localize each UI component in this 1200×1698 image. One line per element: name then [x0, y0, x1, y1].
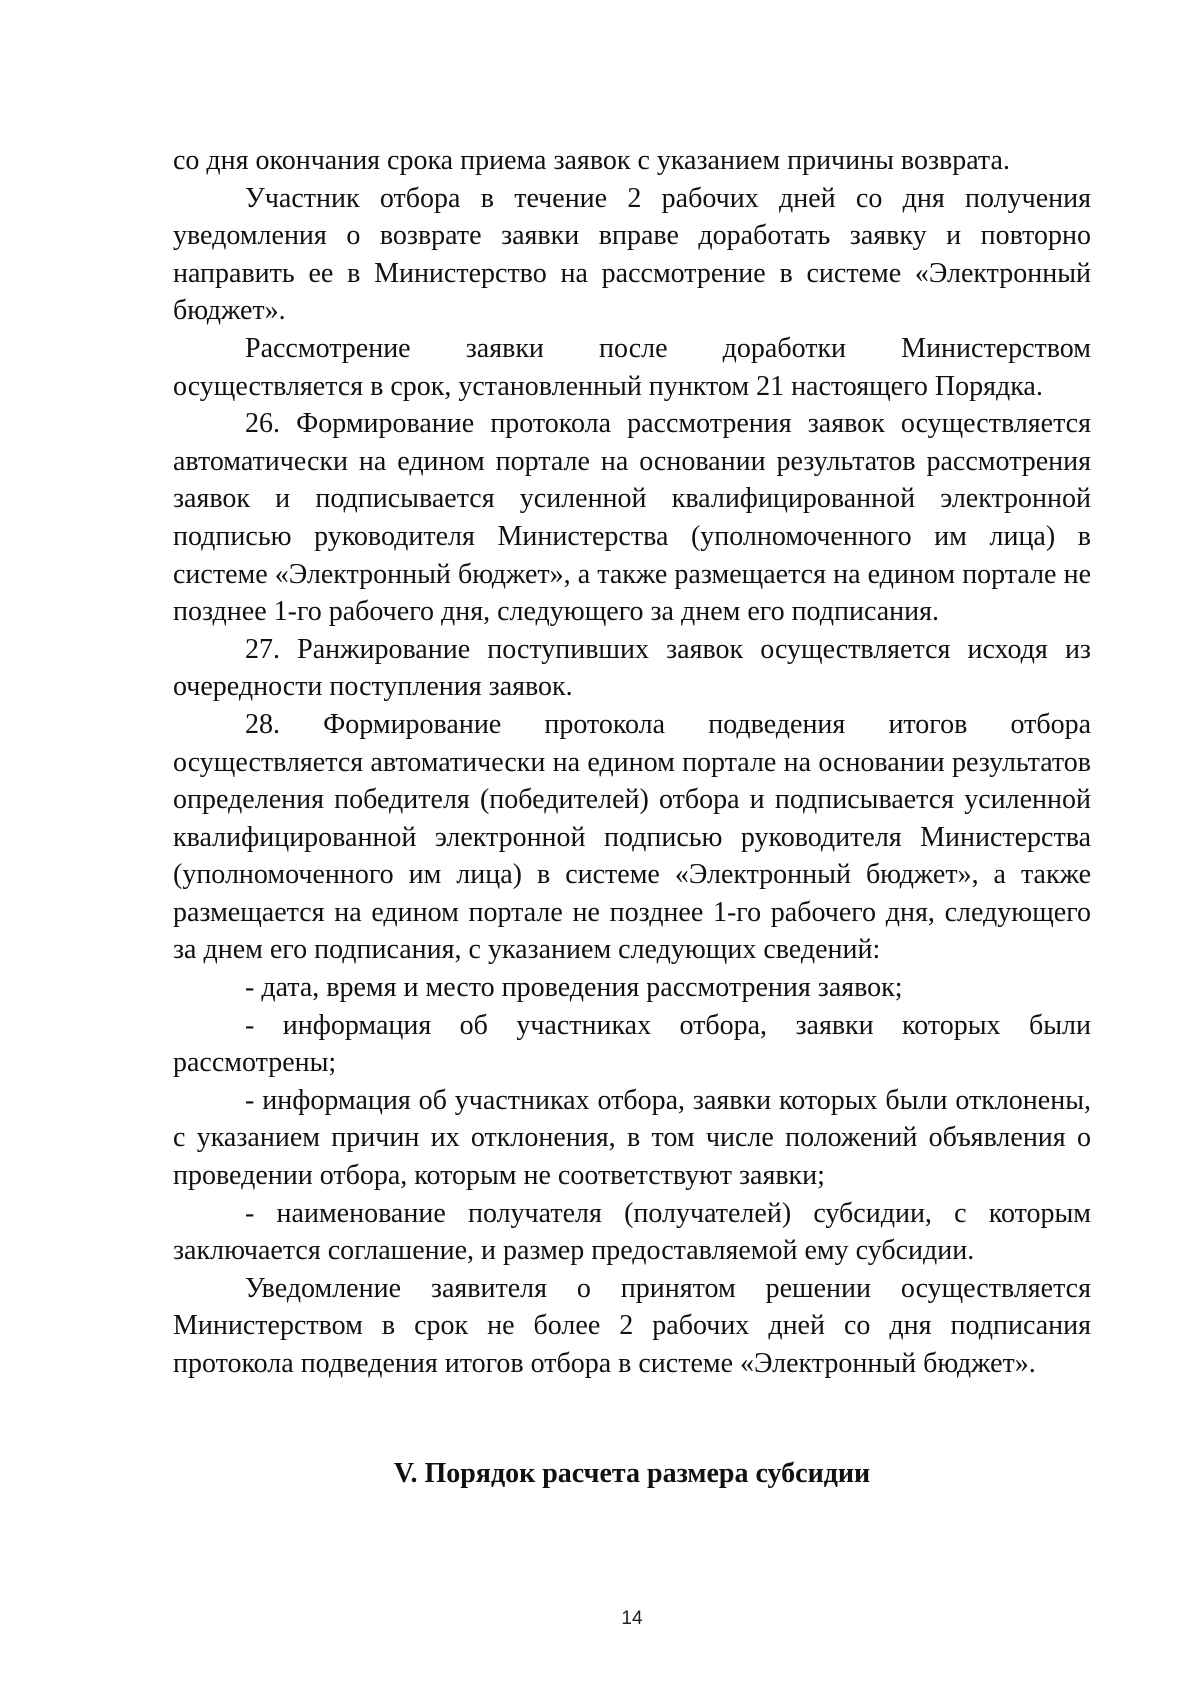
paragraph-review-after-revision: Рассмотрение заявки после доработки Министерством осуществляется в срок, установленный пунктом 21 настоящего Порядка. — [173, 332, 1091, 402]
paragraph-item-27: 27. Ранжирование поступивших заявок осуществляется исходя из очередности поступления заявок. — [173, 633, 1091, 703]
list-item-recipient-name: - наименование получателя (получателей) субсидии, с которым заключается соглашение, и размер предоставляемой ему субсидии. — [173, 1197, 1091, 1267]
paragraph-participant-revision: Участник отбора в течение 2 рабочих дней со дня получения уведомления о возврате заявки вправе доработать заявку и повторно направить ее в Министерство на рассмотрение в системе «Электронный бюджет». — [173, 182, 1091, 327]
paragraph-item-28: 28. Формирование протокола подведения итогов отбора осуществляется автоматически на едином портале на основании результатов определения победителя (победителей) отбора и подписывается усиленной квалифицированной электронной подписью руководителя Министерства (уполномоченного им лица) в системе «Электронный бюджет», а также размещается на едином портале не позднее 1-го рабочего дня, следующего за днем его подписания, с указанием следующих сведений: — [173, 708, 1091, 966]
list-item-reviewed-participants: - информация об участниках отбора, заявки которых были рассмотрены; — [173, 1009, 1091, 1079]
paragraph-continuation: со дня окончания срока приема заявок с указанием причины возврата. — [173, 145, 1010, 176]
list-item-rejected-participants: - информация об участниках отбора, заявки которых были отклонены, с указанием причин их отклонения, в том числе положений объявления о проведении отбора, которым не соответствуют заявки; — [173, 1084, 1091, 1192]
page-number: 14 — [621, 1608, 643, 1629]
paragraph-item-26: 26. Формирование протокола рассмотрения заявок осуществляется автоматически на едином портале на основании результатов рассмотрения заявок и подписывается усиленной квалифицированной электронной подписью руководителя Министерства (уполномоченного им лица) в системе «Электронный бюджет», а также размещается на едином портале не позднее 1-го рабочего дня, следующего за днем его подписания. — [173, 408, 1091, 628]
section-heading: V. Порядок расчета размера субсидии — [393, 1458, 871, 1489]
body-text — [173, 142, 1091, 1383]
paragraph-notification: Уведомление заявителя о принятом решении осуществляется Министерством в срок не более 2 рабочих дней со дня подписания протокола подведения итогов отбора в системе «Электронный бюджет». — [173, 1272, 1091, 1379]
list-item-date-time-place: - дата, время и место проведения рассмотрения заявок; — [245, 972, 903, 1004]
